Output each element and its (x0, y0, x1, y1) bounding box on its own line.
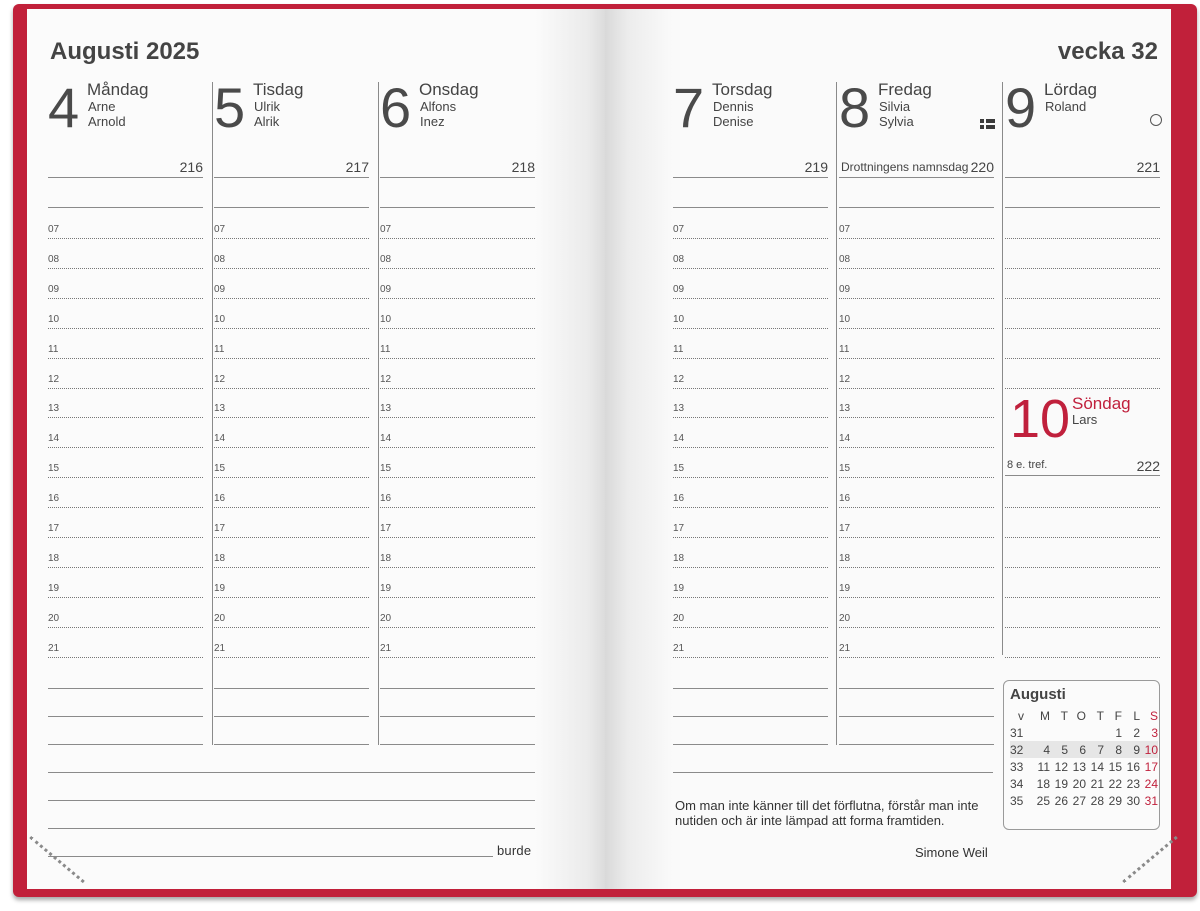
hour-line[interactable] (214, 477, 369, 478)
day-of-year: 218 (511, 159, 535, 175)
calendar-date: 3 (1151, 725, 1158, 740)
hour-label: 16 (48, 493, 60, 504)
column-divider (1002, 82, 1003, 655)
hour-line[interactable] (48, 298, 203, 299)
calendar-date: 23 (1126, 776, 1140, 791)
day-number: 6 (380, 76, 412, 139)
day-name: Fredag (878, 80, 932, 99)
hour-line[interactable] (673, 507, 828, 508)
day-of-year: 219 (804, 159, 828, 175)
hour-label: 12 (214, 374, 226, 385)
hour-label: 16 (380, 493, 392, 504)
column-divider (378, 82, 379, 745)
hour-label: 14 (48, 433, 60, 444)
hour-line[interactable] (380, 567, 535, 568)
calendar-date: 31 (1144, 793, 1158, 808)
calendar-date: 24 (1144, 776, 1158, 791)
hour-line[interactable] (673, 627, 828, 628)
mini-calendar-week (1010, 758, 1158, 775)
hour-label: 13 (214, 403, 226, 414)
hour-line[interactable] (214, 507, 369, 508)
full-moon-icon (1150, 114, 1162, 126)
hour-label: 11 (380, 344, 391, 355)
hour-line[interactable] (380, 268, 535, 269)
hour-line[interactable] (214, 358, 369, 359)
hour-label: 12 (839, 374, 851, 385)
week-title: vecka 32 (1057, 38, 1158, 65)
hour-line[interactable] (839, 298, 994, 299)
hour-line[interactable] (839, 477, 994, 478)
hour-label: 10 (214, 314, 226, 325)
weekday-header: M (1040, 708, 1050, 723)
hour-label: 14 (214, 433, 226, 444)
calendar-date: 26 (1054, 793, 1068, 808)
hour-label: 21 (673, 643, 685, 654)
calendar-date: 17 (1144, 759, 1158, 774)
hour-label: 21 (48, 643, 60, 654)
calendar-date: 14 (1090, 759, 1104, 774)
day-header-divider (380, 177, 535, 178)
calendar-date: 20 (1072, 776, 1086, 791)
hour-label: 08 (48, 254, 60, 265)
hour-line[interactable] (48, 417, 203, 418)
hour-label: 18 (380, 553, 392, 564)
sunday-nameday: Lars (1072, 412, 1098, 427)
calendar-date: 12 (1054, 759, 1068, 774)
day-footer-line (673, 716, 828, 717)
week-number: 35 (1010, 793, 1024, 808)
day-number: 5 (214, 76, 246, 139)
day-entry-line (48, 207, 203, 208)
hour-line[interactable] (48, 627, 203, 628)
hour-line[interactable] (380, 298, 535, 299)
hour-label: 13 (673, 403, 685, 414)
month-title: Augusti 2025 (50, 38, 200, 65)
mini-calendar-week (1010, 724, 1158, 741)
hour-label: 18 (839, 553, 851, 564)
swedish-flag-day-icon (980, 116, 995, 126)
hour-label: 08 (673, 254, 685, 265)
mini-calendar-week (1010, 741, 1158, 758)
hour-line[interactable] (673, 328, 828, 329)
hour-line[interactable] (673, 298, 828, 299)
day-name: Lördag (1044, 80, 1097, 99)
hour-line[interactable] (380, 238, 535, 239)
hour-line[interactable] (673, 657, 828, 658)
hour-line[interactable] (48, 537, 203, 538)
column-divider (836, 82, 837, 745)
hour-label: 18 (673, 553, 685, 564)
hour-line[interactable] (673, 447, 828, 448)
hour-line[interactable] (48, 447, 203, 448)
calendar-date: 11 (1037, 759, 1050, 774)
nameday-1: Silvia (879, 99, 911, 114)
hour-label: 21 (380, 643, 392, 654)
sunday-note: 8 e. tref. (1007, 459, 1048, 471)
hour-label: 17 (839, 523, 851, 534)
day-footer-line (48, 716, 203, 717)
day-footer-line (48, 744, 203, 745)
day-footer-line (380, 744, 535, 745)
day-entry-line (214, 207, 369, 208)
hour-label: 08 (839, 254, 851, 265)
day-note: Drottningens namnsdag (841, 160, 969, 174)
day-footer-line (48, 688, 203, 689)
hour-label: 15 (214, 463, 226, 474)
day-footer-line (673, 744, 828, 745)
mini-calendar (1003, 680, 1160, 830)
hour-line[interactable] (839, 417, 994, 418)
nameday-1: Arne (88, 99, 116, 114)
hour-label: 21 (839, 643, 851, 654)
hour-label: 16 (839, 493, 851, 504)
hour-label: 10 (48, 314, 60, 325)
hour-line[interactable] (214, 537, 369, 538)
day-footer-line (839, 688, 994, 689)
calendar-date: 30 (1126, 793, 1140, 808)
hour-label: 10 (673, 314, 685, 325)
nameday-2: Denise (713, 114, 754, 129)
hour-label: 08 (214, 254, 226, 265)
nameday-2: Sylvia (879, 114, 914, 129)
hour-line[interactable] (839, 268, 994, 269)
weekday-header: S (1149, 708, 1158, 723)
hour-line[interactable] (673, 388, 828, 389)
hour-line[interactable] (839, 358, 994, 359)
nameday-1: Roland (1045, 99, 1087, 114)
hour-line[interactable] (380, 477, 535, 478)
calendar-date: 25 (1036, 793, 1050, 808)
hour-label: 08 (380, 254, 392, 265)
hour-label: 09 (673, 284, 685, 295)
hour-label: 11 (673, 344, 684, 355)
hour-line[interactable] (48, 657, 203, 658)
hour-line[interactable] (380, 627, 535, 628)
calendar-date: 16 (1126, 759, 1140, 774)
calendar-date: 19 (1054, 776, 1068, 791)
hour-line[interactable] (380, 417, 535, 418)
hour-label: 20 (380, 613, 392, 624)
hour-line[interactable] (48, 477, 203, 478)
day-footer-line (214, 688, 369, 689)
hour-label: 07 (839, 224, 851, 235)
hour-line[interactable] (673, 477, 828, 478)
day-header-divider (1005, 177, 1160, 178)
hour-label: 14 (673, 433, 685, 444)
hour-label: 14 (839, 433, 851, 444)
hour-line[interactable] (1005, 328, 1160, 329)
hour-line[interactable] (48, 268, 203, 269)
hour-label: 15 (839, 463, 851, 474)
hour-label: 17 (673, 523, 685, 534)
day-footer-line (839, 716, 994, 717)
hour-label: 17 (214, 523, 226, 534)
calendar-date: 7 (1086, 741, 1104, 758)
hour-label: 18 (48, 553, 60, 564)
hour-label: 15 (673, 463, 685, 474)
day-footer-line (214, 716, 369, 717)
hour-label: 07 (673, 224, 685, 235)
calendar-date (1068, 724, 1086, 741)
day-name: Torsdag (712, 80, 773, 99)
hour-line[interactable] (839, 657, 994, 658)
day-header-divider (839, 177, 994, 178)
notes-line (48, 772, 535, 773)
hour-label: 20 (673, 613, 685, 624)
nameday-2: Inez (420, 114, 445, 129)
mini-calendar-grid (1010, 707, 1158, 809)
hour-label: 19 (380, 583, 392, 594)
hour-label: 19 (214, 583, 226, 594)
hour-label: 15 (48, 463, 60, 474)
hour-line[interactable] (839, 238, 994, 239)
day-footer-line (380, 716, 535, 717)
hour-label: 16 (673, 493, 685, 504)
hour-label: 15 (380, 463, 392, 474)
week-number: 33 (1010, 759, 1024, 774)
calendar-date: 22 (1108, 776, 1122, 791)
hour-line[interactable] (380, 657, 535, 658)
column-divider (212, 82, 213, 745)
hour-line[interactable] (673, 567, 828, 568)
hour-line[interactable] (673, 597, 828, 598)
mini-calendar-week (1010, 775, 1158, 792)
day-footer-line (839, 744, 994, 745)
weekday-header: T (1096, 708, 1104, 723)
weekday-header: F (1114, 708, 1122, 723)
calendar-date: 28 (1090, 793, 1104, 808)
hour-line[interactable] (1005, 358, 1160, 359)
hour-label: 17 (380, 523, 392, 534)
day-name: Onsdag (419, 80, 479, 99)
day-name: Måndag (87, 80, 149, 99)
sunday-divider (1005, 475, 1160, 476)
calendar-date: 15 (1108, 759, 1122, 774)
hour-line[interactable] (839, 388, 994, 389)
hour-line[interactable] (214, 268, 369, 269)
sunday-number: 10 (1010, 389, 1071, 449)
hour-line[interactable] (214, 328, 369, 329)
hour-line[interactable] (673, 268, 828, 269)
week-number: 34 (1010, 776, 1024, 791)
day-footer-line (673, 688, 828, 689)
hour-label: 12 (380, 374, 392, 385)
notes-line (48, 856, 493, 857)
mini-calendar-week (1010, 792, 1158, 809)
hour-line[interactable] (839, 597, 994, 598)
hour-line[interactable] (1005, 238, 1160, 239)
hour-line[interactable] (48, 567, 203, 568)
hour-line[interactable] (380, 537, 535, 538)
hour-line[interactable] (839, 507, 994, 508)
hour-label: 13 (839, 403, 851, 414)
hour-line[interactable] (214, 657, 369, 658)
hour-label: 07 (214, 224, 226, 235)
day-number: 4 (48, 76, 80, 139)
day-header-divider (673, 177, 828, 178)
hour-line[interactable] (1005, 567, 1160, 568)
hour-label: 19 (673, 583, 685, 594)
hour-label: 13 (48, 403, 60, 414)
weekday-header: T (1060, 708, 1068, 723)
hour-label: 21 (214, 643, 226, 654)
hour-label: 11 (48, 344, 59, 355)
hour-line[interactable] (380, 388, 535, 389)
nameday-1: Alfons (420, 99, 457, 114)
weekday-header: L (1133, 708, 1140, 723)
nameday-2: Alrik (254, 114, 280, 129)
hour-label: 20 (839, 613, 851, 624)
day-number: 8 (839, 76, 871, 139)
hour-line[interactable] (214, 567, 369, 568)
hour-label: 09 (380, 284, 392, 295)
hour-line[interactable] (380, 328, 535, 329)
hour-line[interactable] (214, 298, 369, 299)
hour-line[interactable] (839, 537, 994, 538)
hour-line[interactable] (673, 238, 828, 239)
hour-label: 12 (673, 374, 685, 385)
day-of-year: 221 (1136, 159, 1160, 175)
day-entry-line (380, 207, 535, 208)
calendar-date: 18 (1036, 776, 1050, 791)
day-entry-line (673, 207, 828, 208)
hour-label: 20 (48, 613, 60, 624)
calendar-date: 4 (1032, 741, 1050, 758)
calendar-date: 27 (1072, 793, 1086, 808)
hour-line[interactable] (48, 507, 203, 508)
hour-line[interactable] (214, 238, 369, 239)
hour-label: 07 (48, 224, 60, 235)
calendar-date: 13 (1072, 759, 1086, 774)
hour-label: 10 (380, 314, 392, 325)
hour-label: 07 (380, 224, 392, 235)
left-page (27, 9, 605, 889)
day-footer-line (380, 688, 535, 689)
hour-label: 18 (214, 553, 226, 564)
mini-calendar-title: Augusti (1010, 686, 1066, 703)
hour-line[interactable] (48, 388, 203, 389)
hour-line[interactable] (1005, 657, 1160, 658)
quote-author: Simone Weil (915, 845, 988, 860)
nameday-1: Dennis (713, 99, 754, 114)
hour-line[interactable] (673, 358, 828, 359)
hour-label: 19 (48, 583, 60, 594)
day-name: Tisdag (253, 80, 304, 99)
notes-line (673, 772, 993, 773)
hour-line[interactable] (1005, 298, 1160, 299)
hour-label: 19 (839, 583, 851, 594)
hour-line[interactable] (48, 358, 203, 359)
hour-label: 16 (214, 493, 226, 504)
hour-line[interactable] (673, 537, 828, 538)
hour-line[interactable] (214, 417, 369, 418)
nameday-2: Arnold (88, 114, 126, 129)
calendar-date (1050, 724, 1068, 741)
weekday-header: O (1076, 708, 1086, 723)
sunday-day-of-year: 222 (1136, 458, 1160, 474)
week-number: 32 (1010, 741, 1032, 758)
hour-line[interactable] (48, 597, 203, 598)
day-of-year: 220 (970, 159, 994, 175)
day-number: 9 (1005, 76, 1037, 139)
weekday-header: v (1018, 708, 1024, 723)
day-of-year: 217 (345, 159, 369, 175)
week-number: 31 (1010, 725, 1024, 740)
calendar-date: 8 (1104, 741, 1122, 758)
hour-label: 11 (839, 344, 850, 355)
sunday-name: Söndag (1072, 394, 1131, 413)
quote-text: Om man inte känner till det förflutna, förstår man inte nutiden och är inte lämpad att forma framtiden. (675, 798, 979, 828)
day-header-divider (214, 177, 369, 178)
hour-line[interactable] (48, 238, 203, 239)
hour-label: 10 (839, 314, 851, 325)
hour-line[interactable] (48, 328, 203, 329)
calendar-date (1032, 724, 1050, 741)
hour-line[interactable] (214, 388, 369, 389)
nameday-1: Ulrik (254, 99, 280, 114)
hour-label: 11 (214, 344, 225, 355)
hour-label: 12 (48, 374, 60, 385)
hour-label: 09 (214, 284, 226, 295)
calendar-date (1086, 724, 1104, 741)
hour-line[interactable] (1005, 507, 1160, 508)
hour-line[interactable] (839, 447, 994, 448)
day-entry-line (1005, 207, 1160, 208)
day-number: 7 (673, 76, 705, 139)
hour-label: 14 (380, 433, 392, 444)
hour-line[interactable] (1005, 268, 1160, 269)
hour-line[interactable] (839, 328, 994, 329)
day-header-divider (48, 177, 203, 178)
hour-line[interactable] (1005, 627, 1160, 628)
day-of-year: 216 (179, 159, 203, 175)
hour-line[interactable] (839, 567, 994, 568)
calendar-date: 2 (1133, 725, 1140, 740)
hour-label: 20 (214, 613, 226, 624)
hour-label: 09 (839, 284, 851, 295)
hour-line[interactable] (214, 597, 369, 598)
hour-label: 13 (380, 403, 392, 414)
calendar-date: 5 (1050, 741, 1068, 758)
calendar-date: 9 (1122, 741, 1140, 758)
hour-label: 09 (48, 284, 60, 295)
notes-line (48, 828, 535, 829)
mini-calendar-header (1010, 707, 1158, 724)
hour-line[interactable] (1005, 597, 1160, 598)
hour-label: 17 (48, 523, 60, 534)
calendar-date: 21 (1090, 776, 1104, 791)
hour-line[interactable] (839, 627, 994, 628)
day-footer-line (214, 744, 369, 745)
calendar-date: 10 (1140, 741, 1158, 758)
hour-line[interactable] (380, 358, 535, 359)
calendar-date: 6 (1068, 741, 1086, 758)
hour-line[interactable] (380, 507, 535, 508)
hour-line[interactable] (214, 447, 369, 448)
notes-line (48, 800, 535, 801)
hour-line[interactable] (1005, 537, 1160, 538)
hour-line[interactable] (673, 417, 828, 418)
hour-line[interactable] (380, 597, 535, 598)
brand-logo: burde (497, 843, 532, 858)
calendar-date: 1 (1115, 725, 1122, 740)
hour-line[interactable] (214, 627, 369, 628)
day-entry-line (839, 207, 994, 208)
hour-line[interactable] (380, 447, 535, 448)
calendar-date: 29 (1108, 793, 1122, 808)
